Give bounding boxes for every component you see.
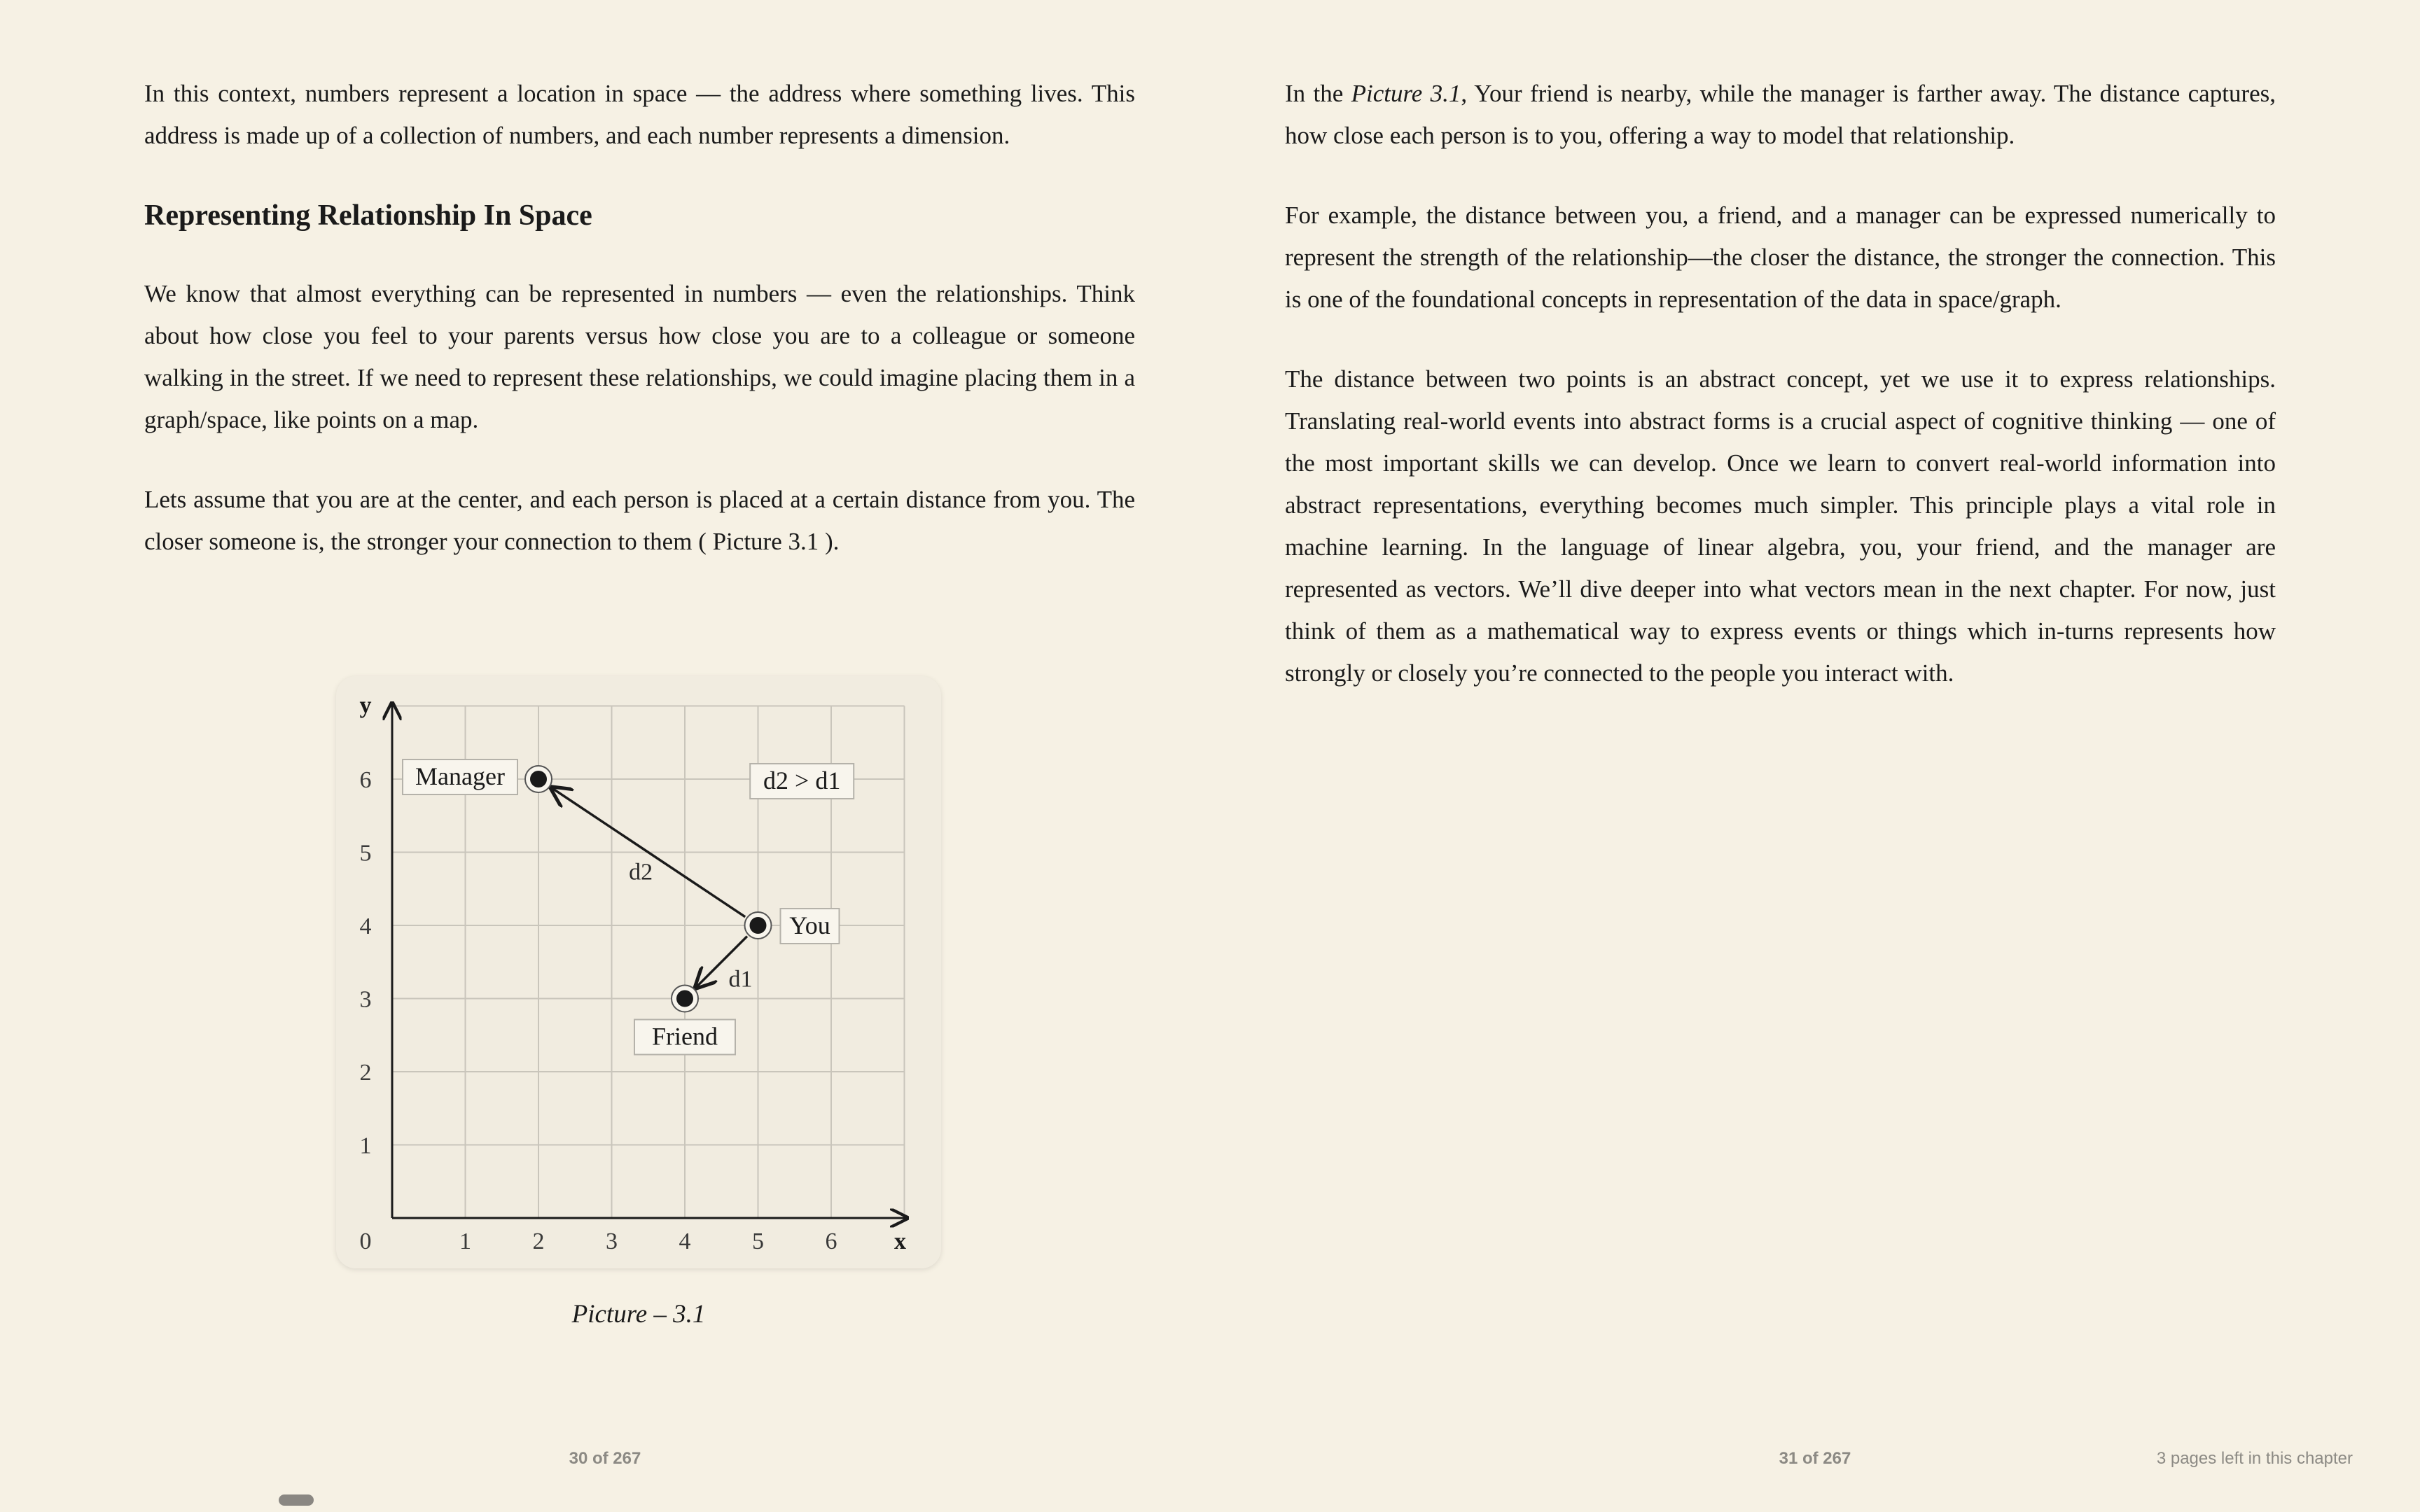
y-tick-label: 5 [359,840,372,867]
y-tick-label: 3 [359,986,372,1013]
right-page-number: 31 of 267 [1779,1449,1851,1468]
y-tick-label: 4 [359,913,372,939]
origin-label: 0 [359,1228,372,1254]
point-label-friend: Friend [652,1022,718,1051]
distance-chart [336,676,941,1268]
scroll-handle[interactable] [279,1494,314,1506]
left-page-content [144,73,1135,601]
right-paragraph-1-rest: , Your friend is nearby, while the manager is farther away. The distance captures, how close each person is to you, offering a way to model that relationship. [1285,80,2276,149]
annotation-text: d2 > d1 [763,766,841,794]
left-paragraph-1: In this context, numbers represent a location in space — the address where something lives. This address is made up of a collection of numbers, and each number represents a dimension. [144,80,1135,149]
y-tick-label: 1 [359,1133,372,1159]
x-tick-label: 5 [752,1228,764,1254]
vector-label-d1: d1 [728,966,753,993]
y-tick-label: 6 [359,767,372,793]
chapter-pages-left: 3 pages left in this chapter [2156,1449,2353,1468]
right-paragraph-3: The distance between two points is an abstract concept, yet we use it to express relationships. Translating real-world events into abstract forms is a crucial aspect of cognitive thinking — one of the most important skills we can develop. Once we learn to convert real-world information into abstract representations, everything becomes much simpler. This principle plays a vital role in machine learning. In the language of linear algebra, you, your friend, and the manager are represented as vectors. We’ll dive deeper into what vectors mean in the next chapter. For now, just think of them as a mathematical way to express events or things which in-turns represents how strongly or closely you’re connected to the people you interact with. [1285,365,2276,687]
left-page-number: 30 of 267 [569,1449,641,1468]
right-paragraph-1 [1285,73,2276,157]
x-tick-label: 4 [679,1228,691,1254]
y-axis-label: y [359,692,372,719]
right-page [1210,0,2420,1512]
x-axis-label: x [894,1228,906,1254]
section-heading: Representing Relationship In Space [144,200,592,232]
y-tick-label: 2 [359,1060,372,1086]
figure-card [336,676,941,1268]
x-tick-label: 6 [825,1228,837,1254]
left-paragraph-2: We know that almost everything can be represented in numbers — even the relationships. Think about how close you feel to your parents versus how close you are to a colleague or someone walking in the street. If we need to represent these relationships, we could imagine placing them in a graph/space, like points on a map. [144,280,1135,433]
point-you [750,917,767,934]
right-page-content [1285,73,2276,732]
vector-label-d2: d2 [629,859,653,886]
right-paragraph-2: For example, the distance between you, a friend, and a manager can be expressed numerically to represent the strength of the relationship—the closer the distance, the stronger the connection. This is one of the foundational concepts in representation of the data in space/graph. [1285,202,2276,313]
x-tick-label: 3 [606,1228,618,1254]
point-label-you: You [789,911,830,939]
point-manager [530,771,547,788]
right-paragraph-1-prefix: In the [1285,80,1351,107]
figure-caption: Picture – 3.1 [571,1300,706,1329]
x-tick-label: 1 [459,1228,471,1254]
x-tick-label: 2 [532,1228,545,1254]
left-paragraph-3: Lets assume that you are at the center, and each person is placed at a certain distance from you. The closer someone is, the stronger your connection to them ( Picture 3.1 ). [144,486,1135,555]
picture-reference: Picture 3.1 [1351,80,1461,107]
point-friend [676,990,693,1007]
point-label-manager: Manager [415,762,505,790]
